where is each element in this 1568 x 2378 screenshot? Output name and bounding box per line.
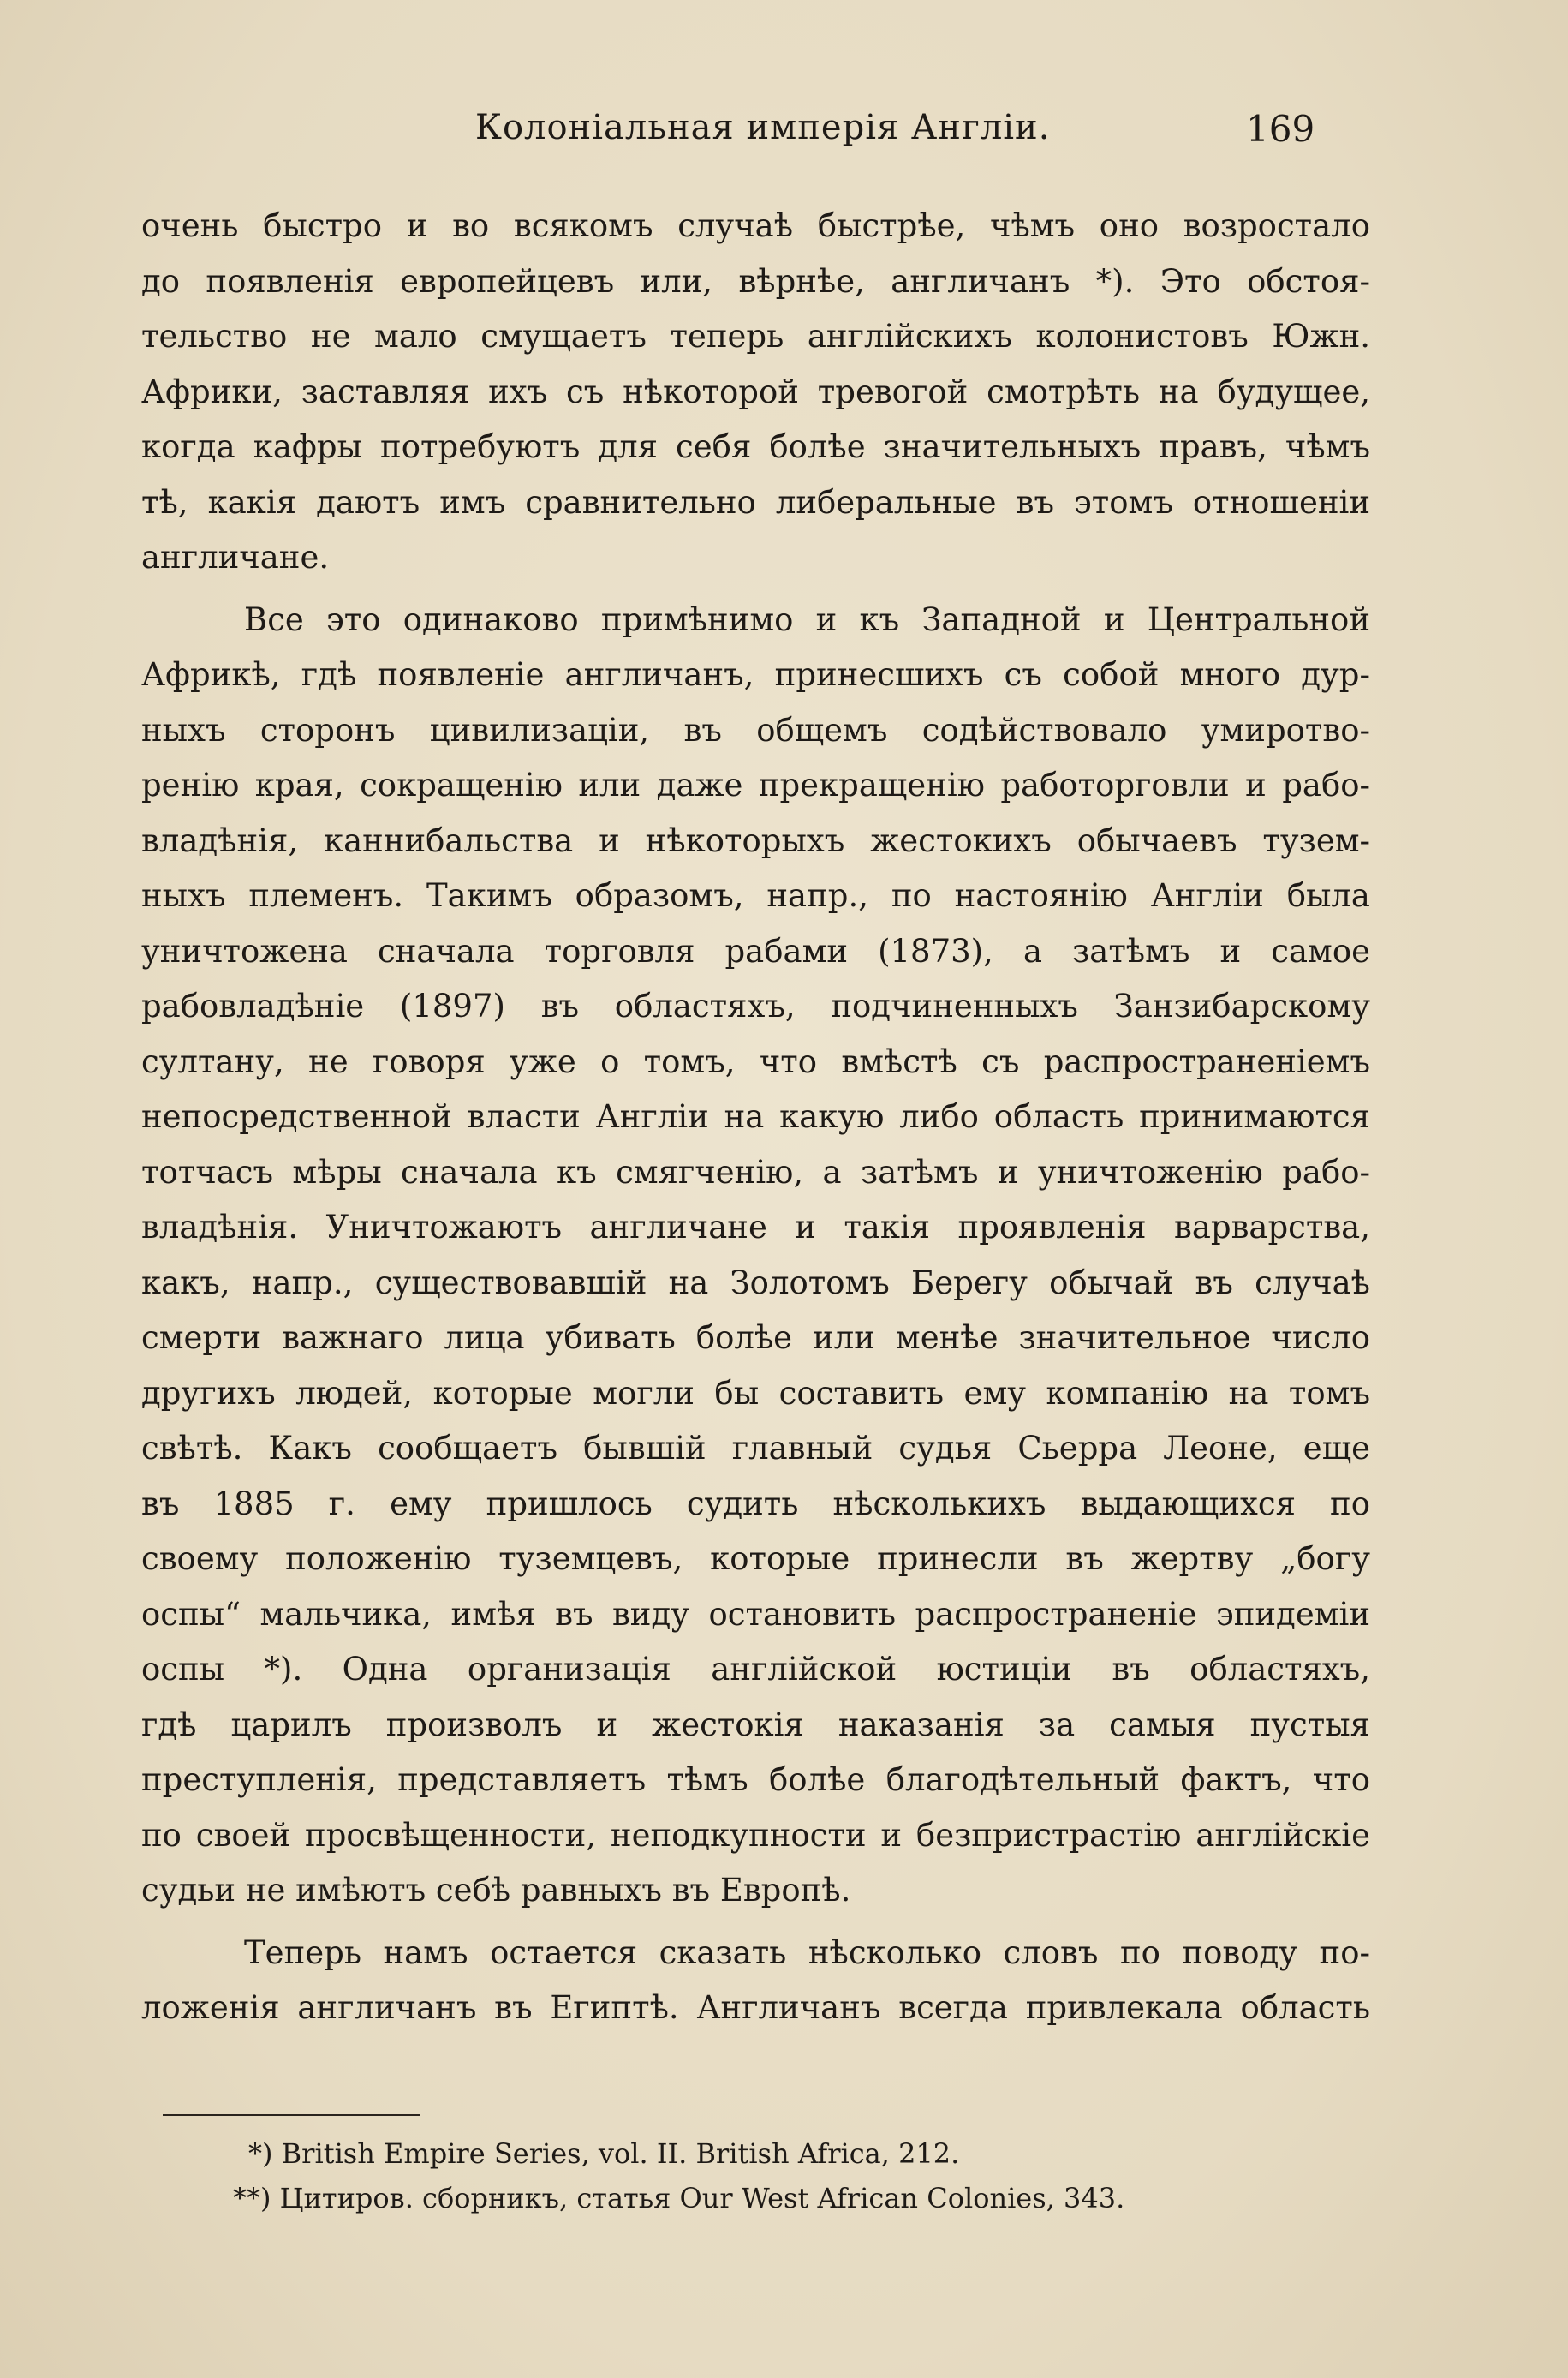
text-line: ложенія англичанъ въ Египтѣ. Англичанъ всегда привлекала область <box>141 1989 1370 2026</box>
text-line: когда кафры потребуютъ для себя болѣе значительныхъ правъ, чѣмъ <box>141 428 1370 465</box>
text-line: преступленія, представляетъ тѣмъ болѣе благодѣтельный фактъ, что <box>141 1761 1370 1798</box>
text-line: рабовладѣніе (1897) въ областяхъ, подчиненныхъ Занзибарскому <box>141 988 1370 1025</box>
text-line: оспы *). Одна организація англійской юстиціи въ областяхъ, <box>141 1651 1370 1688</box>
footnote: *) British Empire Series, vol. II. British Africa, 212. <box>248 2137 960 2170</box>
text-line: Африкѣ, гдѣ появленіе англичанъ, принесшихъ съ собой много дур- <box>141 656 1370 693</box>
running-header <box>0 108 1568 159</box>
text-line: очень быстро и во всякомъ случаѣ быстрѣе, чѣмъ оно возростало <box>141 207 1370 244</box>
text-line: въ 1885 г. ему пришлось судить нѣсколькихъ выдающихся по <box>141 1485 1370 1522</box>
text-line: Все это одинаково примѣнимо и къ Западной и Центральной <box>244 600 1370 638</box>
text-line: тѣ, какія даютъ имъ сравнительно либеральные въ этомъ отношеніи <box>141 483 1370 521</box>
paragraph <box>141 199 1370 586</box>
text-line: уничтожена сначала торговля рабами (1873), а затѣмъ и самое <box>141 932 1370 970</box>
text-line: свѣтѣ. Какъ сообщаетъ бывшій главный судья Сьерра Леоне, еще <box>141 1430 1370 1467</box>
text-line: ныхъ сторонъ цивилизаціи, въ общемъ содѣйствовало умиротво- <box>141 711 1370 749</box>
text-line: султану, не говоря уже о томъ, что вмѣстѣ съ распространеніемъ <box>141 1043 1370 1080</box>
footnote-divider <box>163 2114 420 2116</box>
text-line: англичане. <box>141 539 330 576</box>
page-number: 169 <box>1246 108 1315 150</box>
text-line: до появленія европейцевъ или, вѣрнѣе, англичанъ *). Это обстоя- <box>141 262 1370 300</box>
paragraph <box>141 1926 1370 2036</box>
text-line: тотчасъ мѣры сначала къ смягченію, а затѣмъ и уничтоженію рабо- <box>141 1153 1370 1191</box>
text-line: другихъ людей, которые могли бы составить ему компанію на томъ <box>141 1374 1370 1412</box>
text-line: владѣнія. Уничтожаютъ англичане и такія проявленія варварства, <box>141 1209 1370 1246</box>
text-line: гдѣ царилъ произволъ и жестокія наказанія за самыя пустыя <box>141 1706 1370 1743</box>
footnote: **) Цитиров. сборникъ, статья Our West African Colonies, 343. <box>233 2182 1125 2214</box>
footnotes <box>233 2131 1276 2220</box>
running-title: Колоніальная имперія Англіи. <box>475 108 1051 147</box>
paragraph <box>141 593 1370 1919</box>
text-line: непосредственной власти Англіи на какую либо область принимаются <box>141 1098 1370 1135</box>
text-line: судьи не имѣютъ себѣ равныхъ въ Европѣ. <box>141 1872 851 1909</box>
text-line: владѣнія, каннибальства и нѣкоторыхъ жестокихъ обычаевъ тузем- <box>141 822 1370 859</box>
text-line: тельство не мало смущаетъ теперь англійскихъ колонистовъ Южн. <box>141 318 1370 355</box>
text-line: Теперь намъ остается сказать нѣсколько словъ по поводу по- <box>244 1933 1370 1971</box>
text-line: по своей просвѣщенности, неподкупности и безпристрастію англійскіе <box>141 1816 1370 1854</box>
text-line: Африки, заставляя ихъ съ нѣкоторой тревогой смотрѣть на будущее, <box>141 373 1370 410</box>
text-line: оспы“ мальчика, имѣя въ виду остановить распространеніе эпидеміи <box>141 1595 1370 1633</box>
text-line: какъ, напр., существовавшій на Золотомъ Берегу обычай въ случаѣ <box>141 1264 1370 1301</box>
text-line: смерти важнаго лица убивать болѣе или менѣе значительное число <box>141 1319 1370 1356</box>
text-line: ренію края, сокращенію или даже прекращенію работорговли и рабо- <box>141 767 1370 804</box>
text-line: ныхъ племенъ. Такимъ образомъ, напр., по настоянію Англіи была <box>141 877 1370 914</box>
main-text <box>141 199 1370 2036</box>
text-line: своему положенію туземцевъ, которые принесли въ жертву „богу <box>141 1540 1370 1577</box>
